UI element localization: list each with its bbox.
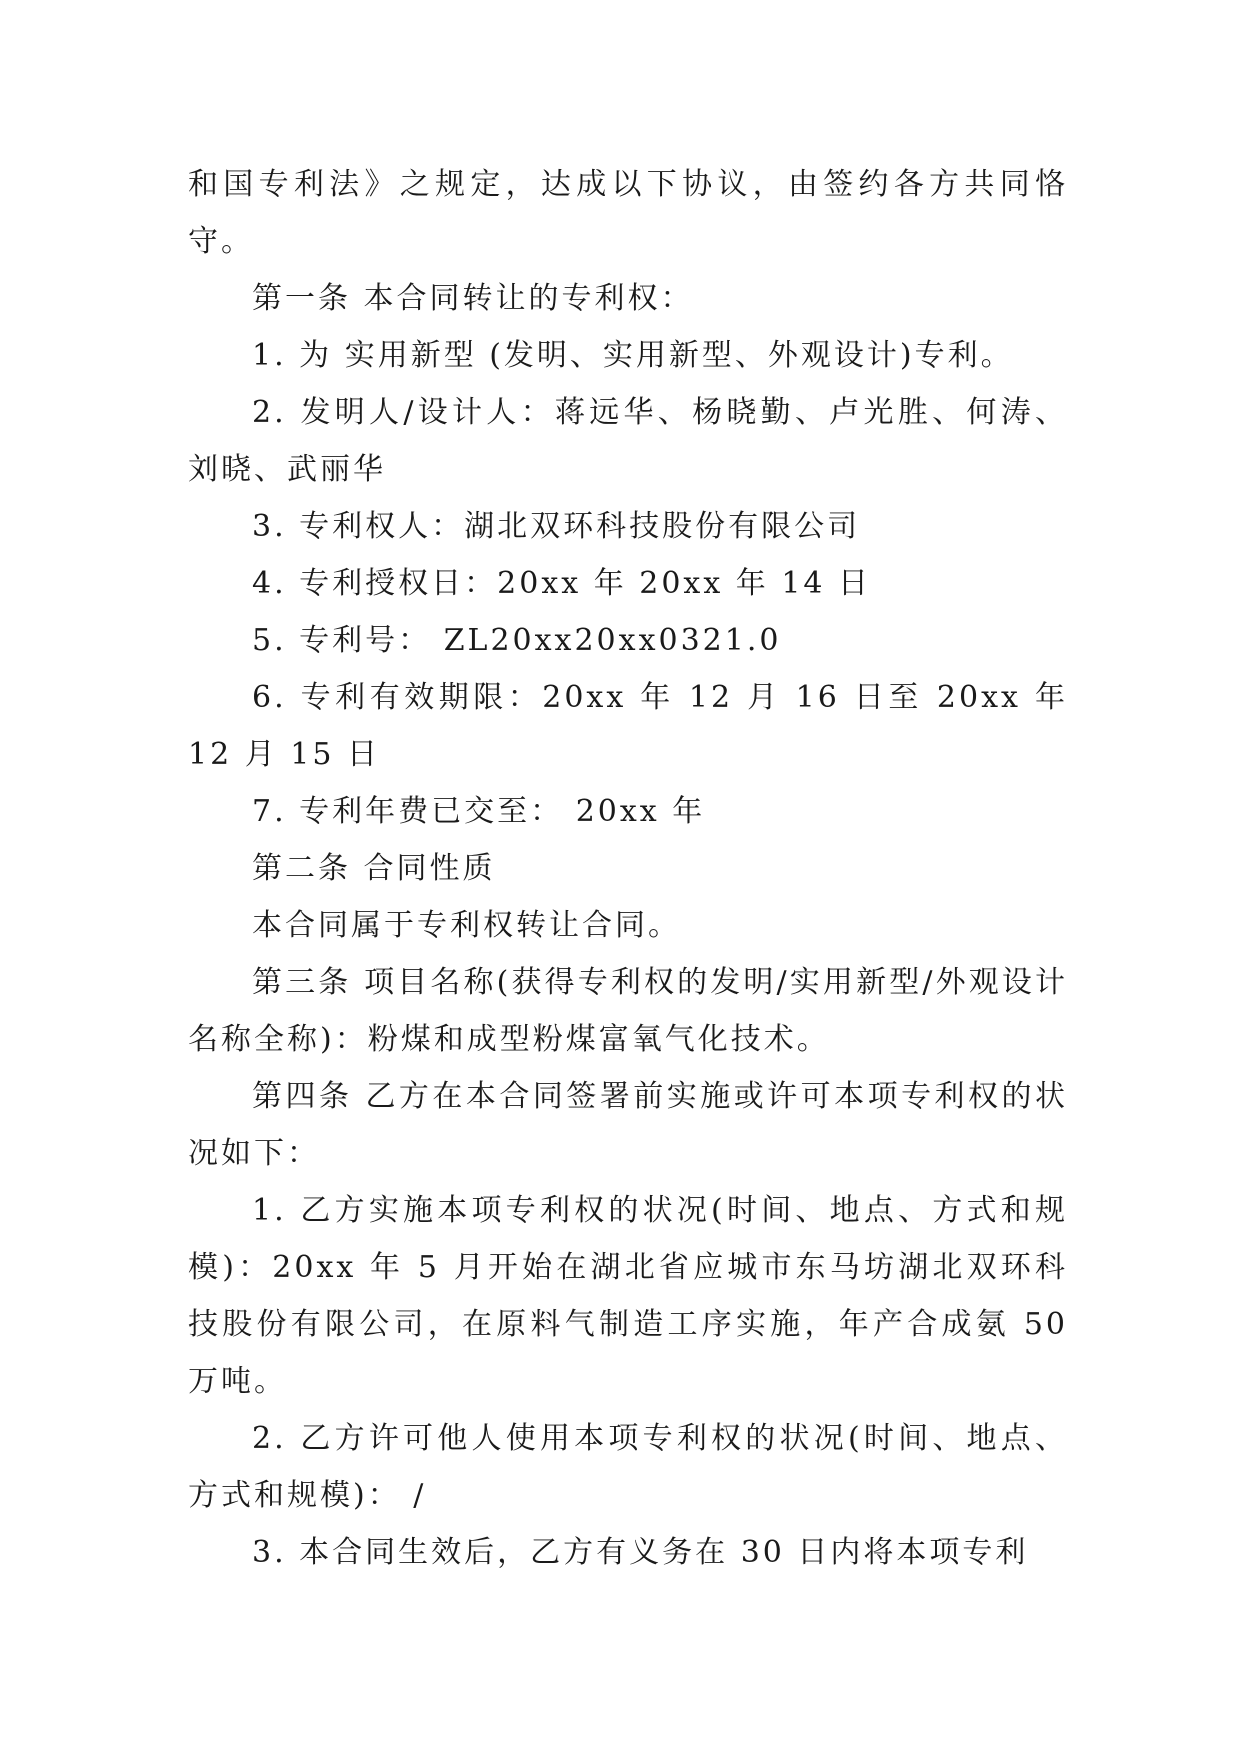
paragraph-law-reference: 和国专利法》之规定，达成以下协议，由签约各方共同恪守。 [188, 167, 1068, 259]
article-1-item-4: 4. 专利授权日：20xx 年 20xx 年 14 日 [252, 566, 872, 601]
article-2-heading: 第二条 合同性质 [252, 851, 496, 886]
article-1-item-7: 7. 专利年费已交至： 20xx 年 [252, 794, 706, 829]
article-1-item-2: 2. 发明人/设计人：蒋远华、杨晓勤、卢光胜、何涛、刘晓、武丽华 [188, 395, 1068, 487]
article-2-body: 本合同属于专利权转让合同。 [252, 908, 681, 943]
article-4-item-2: 2. 乙方许可他人使用本项专利权的状况(时间、地点、方式和规模)： / [188, 1421, 1068, 1513]
article-4-item-1: 1. 乙方实施本项专利权的状况(时间、地点、方式和规模)：20xx 年 5 月开始在湖北省应城市东马坊湖北双环科技股份有限公司，在原料气制造工序实施，年产合成氨 50 万吨。 [188, 1193, 1068, 1399]
article-3-paragraph: 第三条 项目名称(获得专利权的发明/实用新型/外观设计名称全称)：粉煤和成型粉煤富氧气化技术。 [188, 965, 1068, 1057]
article-4-heading: 第四条 乙方在本合同签署前实施或许可本项专利权的状况如下： [188, 1079, 1068, 1171]
article-4-item-3: 3. 本合同生效后，乙方有义务在 30 日内将本项专利 [252, 1535, 1029, 1570]
article-1-item-1: 1. 为 实用新型 (发明、实用新型、外观设计)专利。 [252, 338, 1014, 373]
article-1-heading: 第一条 本合同转让的专利权： [252, 281, 694, 316]
article-1-item-6: 6. 专利有效期限：20xx 年 12 月 16 日至 20xx 年 12 月 15 日 [188, 680, 1068, 772]
document-body [188, 156, 1068, 1581]
article-1-item-5: 5. 专利号： ZL20xx20xx0321.0 [252, 623, 782, 658]
article-1-item-3: 3. 专利权人：湖北双环科技股份有限公司 [252, 509, 861, 544]
